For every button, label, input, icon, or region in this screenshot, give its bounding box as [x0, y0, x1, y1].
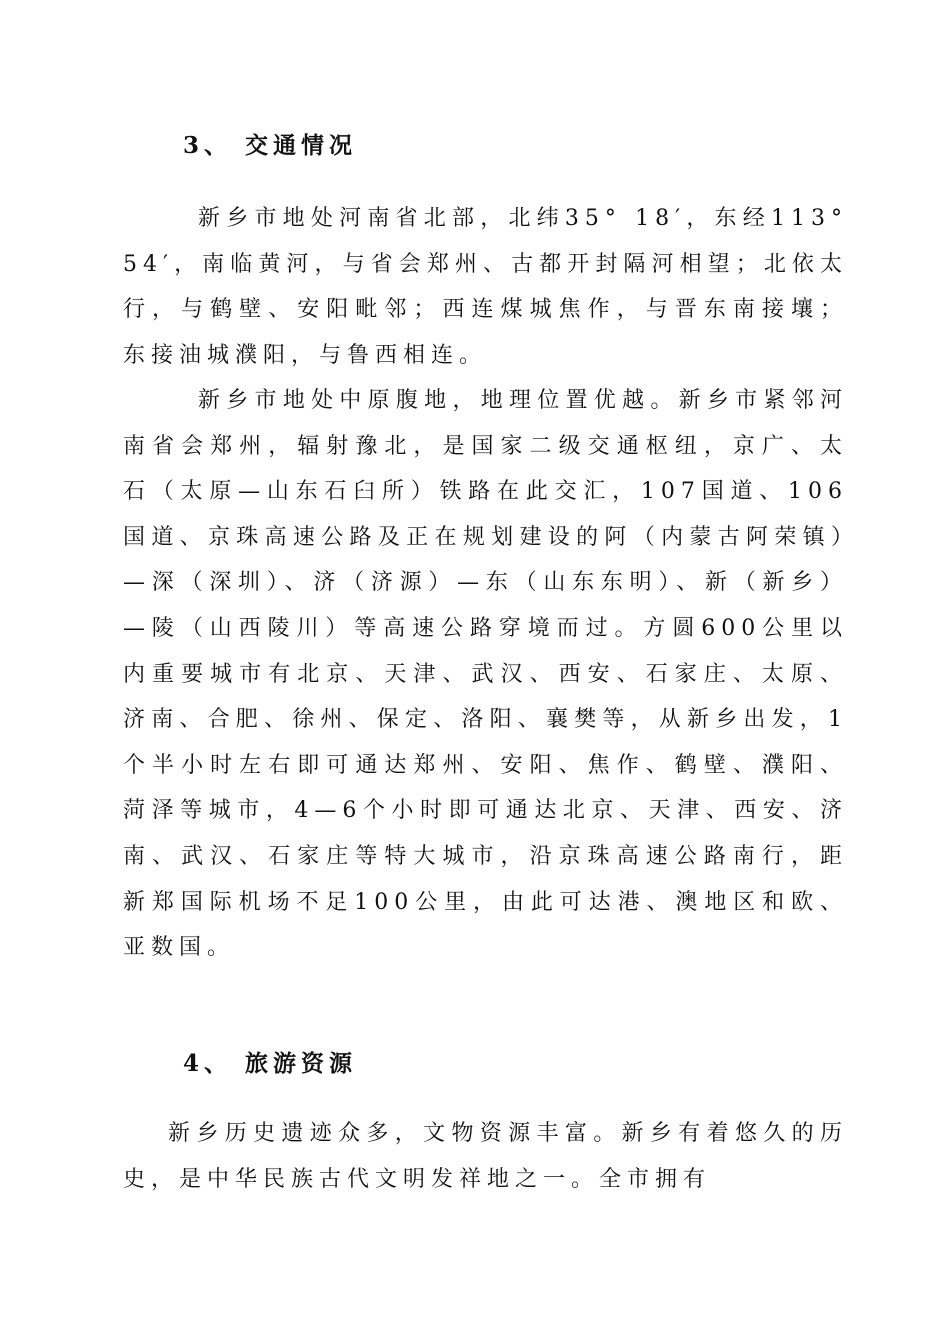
paragraph-transport: 新乡市地处中原腹地，地理位置优越。新乡市紧邻河南省会郑州，辐射豫北，是国家二级交通枢纽，京广、太石（太原—山东石臼所）铁路在此交汇，107国道、106国道、京珠高速公路及正在规划建设的阿（内蒙古阿荣镇）—深（深圳）、济（济源）—东（山东东明）、新（新乡）—陵（山西陵川）等高速公路穿境而过。方圆600公里以内重要城市有北京、天津、武汉、西安、石家庄、太原、济南、合肥、徐州、保定、洛阳、襄樊等，从新乡出发，1个半小时左右即可通达郑州、安阳、焦作、鹤壁、濮阳、菏泽等城市，4—6个小时即可通达北京、天津、西安、济南、武汉、石家庄等特大城市，沿京珠高速公路南行，距新郑国际机场不足100公里，由此可达港、澳地区和欧、亚数国。: [123, 388, 848, 961]
section-heading-transport: 3、 交通情况: [183, 132, 358, 159]
paragraph-tourism: 新乡历史遗迹众多，文物资源丰富。新乡有着悠久的历史，是中华民族古代文明发祥地之一。全市拥有: [123, 1121, 848, 1192]
paragraph-location: 新乡市地处河南省北部，北纬35° 18′，东经113° 54′，南临黄河，与省会郑州、古都开封隔河相望；北依太行，与鹤壁、安阳毗邻；西连煤城焦作，与晋东南接壤；东接油城濮阳，与鲁西相连。: [123, 206, 848, 368]
section-heading-tourism: 4、 旅游资源: [183, 1050, 358, 1077]
